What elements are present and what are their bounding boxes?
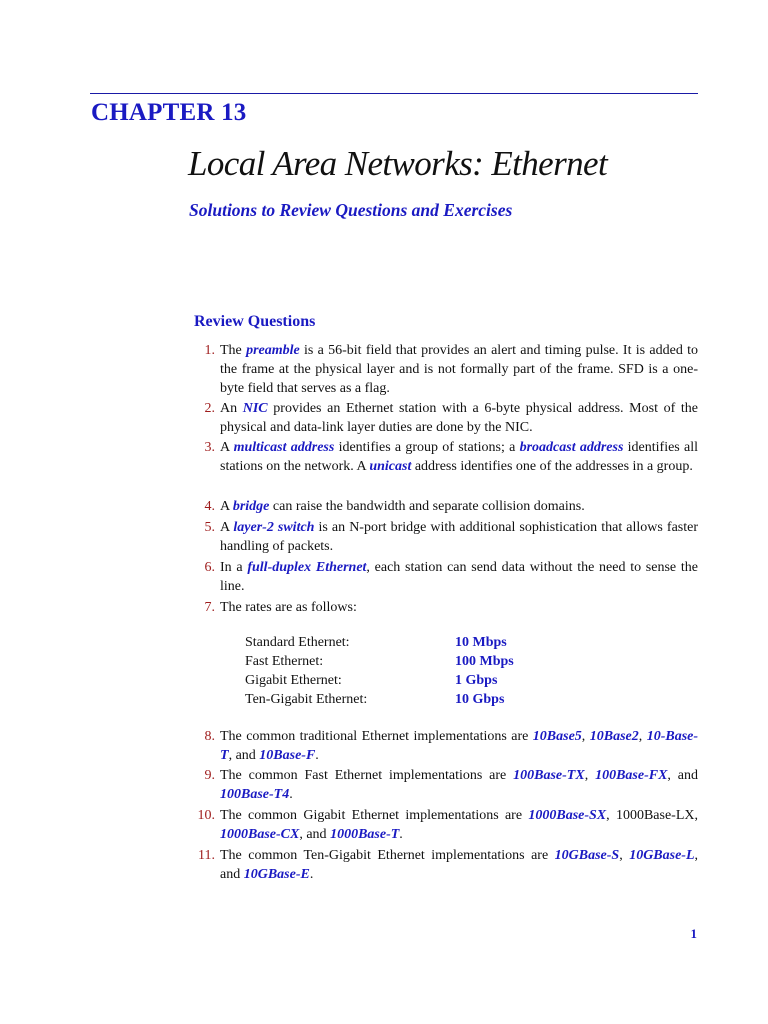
question-text: can raise the bandwidth and separate collision domains. xyxy=(269,499,585,514)
page-number: 1 xyxy=(690,926,697,941)
question-text: , each station can send data without the need to sense the line. xyxy=(220,560,698,594)
key-term: multicast address xyxy=(233,440,335,455)
question-text: , xyxy=(619,848,630,863)
question-text: The common Gigabit Ethernet implementations are xyxy=(220,808,529,823)
question-item xyxy=(204,558,698,596)
question-text: . xyxy=(315,748,319,763)
question-text: A xyxy=(220,440,234,455)
rate-value: 1 Gbps xyxy=(455,673,498,688)
question-text: The xyxy=(220,343,247,358)
question-number: 6. xyxy=(204,560,215,575)
question-item xyxy=(204,341,698,398)
question-text: A xyxy=(220,520,234,535)
rate-name: Gigabit Ethernet: xyxy=(245,673,342,688)
rate-row xyxy=(245,633,545,652)
question-item xyxy=(204,727,699,765)
key-term: 10GBase-E xyxy=(243,867,310,882)
rate-name: Standard Ethernet: xyxy=(245,635,350,650)
question-item xyxy=(204,518,698,556)
question-text: , and xyxy=(299,827,331,842)
question-number: 7. xyxy=(204,600,215,615)
question-text: is an N-port bridge with additional sophistication that allows faster handling of packets. xyxy=(220,520,698,554)
key-term: 100Base-FX xyxy=(595,768,668,783)
key-term: 10GBase-L xyxy=(629,848,695,863)
question-text: The common traditional Ethernet implementations are xyxy=(220,729,533,744)
question-item xyxy=(197,806,698,844)
key-term: NIC xyxy=(242,401,268,416)
key-term: 10Base5 xyxy=(532,729,582,744)
question-item xyxy=(204,438,698,476)
question-text: identifies all stations on the network. A xyxy=(220,440,698,474)
question-text: provides an Ethernet station with a 6-byte physical address. Most of the physical and data-link layer duties are done by the NIC. xyxy=(220,401,698,435)
key-term: layer-2 switch xyxy=(233,520,315,535)
question-text: , xyxy=(584,768,596,783)
question-text: , and xyxy=(220,848,699,882)
question-text: . xyxy=(289,787,293,802)
question-text: The common Ten-Gigabit Ethernet implementations are xyxy=(220,848,555,863)
key-term: 1000Base-SX xyxy=(528,808,607,823)
rate-value: 10 Gbps xyxy=(455,692,505,707)
question-text: . xyxy=(399,827,403,842)
key-term: 10GBase-S xyxy=(554,848,620,863)
question-number: 8. xyxy=(204,729,215,744)
question-text: , 1000Base-LX, xyxy=(606,808,698,823)
rate-row xyxy=(245,671,545,690)
question-number: 10. xyxy=(197,808,215,823)
rate-name: Fast Ethernet: xyxy=(245,654,324,669)
key-term: 10Base2 xyxy=(589,729,639,744)
question-text: A xyxy=(220,499,233,514)
rate-row xyxy=(245,652,545,671)
question-text: , and xyxy=(667,768,699,783)
question-text: is a 56-bit field that provides an alert and timing pulse. It is added to the frame at the physical layer and is not formally part of the frame. SFD is a one-byte field that serves as a flag. xyxy=(220,343,698,396)
key-term: 100Base-T4 xyxy=(220,787,290,802)
question-item xyxy=(204,598,698,617)
question-number: 5. xyxy=(204,520,215,535)
question-text: . xyxy=(309,867,314,882)
section-heading: Review Questions xyxy=(194,313,316,330)
key-term: 1000Base-T xyxy=(330,827,400,842)
key-term: broadcast address xyxy=(519,440,624,455)
key-term: 10Base-F xyxy=(259,748,316,763)
question-number: 1. xyxy=(204,343,215,358)
chapter-title: Local Area Networks: Ethernet xyxy=(188,144,608,183)
rate-value: 10 Mbps xyxy=(455,635,507,650)
rate-name: Ten-Gigabit Ethernet: xyxy=(245,692,368,707)
key-term: full-duplex Ethernet xyxy=(247,560,367,575)
question-text: The common Fast Ethernet implementations are xyxy=(220,768,514,783)
top-rule xyxy=(90,93,698,94)
question-text: , xyxy=(638,729,647,744)
question-number: 9. xyxy=(204,768,215,783)
question-text: , and xyxy=(228,748,260,763)
key-term: unicast xyxy=(369,459,412,474)
question-text: In a xyxy=(220,560,248,575)
rate-value: 100 Mbps xyxy=(455,654,514,669)
question-item xyxy=(198,846,699,884)
question-text: , xyxy=(581,729,590,744)
question-item xyxy=(204,766,699,804)
rate-row xyxy=(245,690,545,709)
question-item xyxy=(204,399,698,437)
question-text: An xyxy=(220,401,243,416)
question-number: 11. xyxy=(198,848,215,863)
question-text: identifies a group of stations; a xyxy=(334,440,520,455)
question-item xyxy=(204,497,698,516)
question-number: 3. xyxy=(204,440,215,455)
chapter-label: CHAPTER 13 xyxy=(91,99,247,126)
key-term: 10-Base-T xyxy=(220,729,699,763)
key-term: 100Base-TX xyxy=(513,768,585,783)
question-text: address identifies one of the addresses in a group. xyxy=(411,459,693,474)
key-term: preamble xyxy=(246,343,300,358)
question-number: 2. xyxy=(204,401,215,416)
ethernet-rates-table xyxy=(245,633,545,709)
key-term: 1000Base-CX xyxy=(220,827,300,842)
question-text: The rates are as follows: xyxy=(220,600,357,615)
question-number: 4. xyxy=(204,499,215,514)
chapter-subtitle: Solutions to Review Questions and Exercises xyxy=(189,200,513,220)
key-term: bridge xyxy=(232,499,270,514)
